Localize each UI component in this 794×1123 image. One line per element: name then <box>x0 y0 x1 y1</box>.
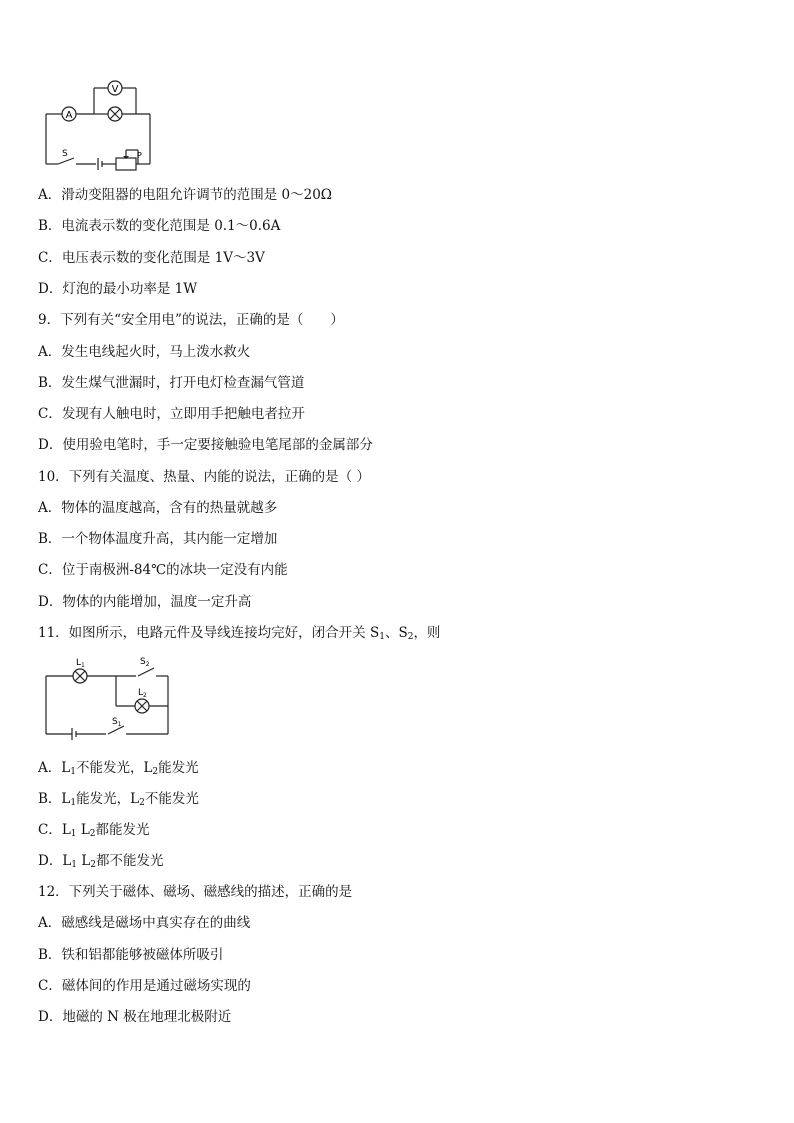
switch-label: S <box>62 149 68 159</box>
q11-stem: 11．如图所示，电路元件及导线连接均完好，闭合开关 $S_1$、$S_2$，则 <box>38 625 441 642</box>
s2-label: $S_2$ <box>140 657 150 668</box>
q10-option-a: A．物体的温度越高，含有的热量就越多 <box>38 500 278 516</box>
q12-option-a: A．磁感线是磁场中真实存在的曲线 <box>38 915 251 931</box>
q12-option-b: B．铁和铝都能够被磁体所吸引 <box>38 947 224 963</box>
q9-option-b: B．发生煤气泄漏时，打开电灯检查漏气管道 <box>38 375 305 391</box>
slider-label: P <box>137 151 142 160</box>
q11-option-d: D．$L_1$ $L_2$都不能发光 <box>38 853 164 870</box>
q9-option-c: C．发现有人触电时，立即用手把触电者拉开 <box>38 406 305 422</box>
circuit-figure-1 <box>40 78 164 172</box>
s1-label: $S_1$ <box>112 717 122 728</box>
q12-stem: 12．下列关于磁体、磁场、磁感线的描述，正确的是 <box>38 884 353 900</box>
q10-option-c: C．位于南极洲-84℃的冰块一定没有内能 <box>38 562 288 578</box>
q12-option-c: C．磁体间的作用是通过磁场实现的 <box>38 978 251 994</box>
ammeter-label: A <box>65 110 73 121</box>
q11-option-c: C．$L_1$ $L_2$都能发光 <box>38 822 150 839</box>
q11-option-a: A．$L_1$不能发光，$L_2$能发光 <box>38 760 199 777</box>
q8-option-d: D．灯泡的最小功率是 1W <box>38 281 198 297</box>
q8-option-b: B．电流表示数的变化范围是 0.1～0.6A <box>38 218 281 234</box>
q10-stem: 10．下列有关温度、热量、内能的说法，正确的是（ ） <box>38 469 370 485</box>
l1-label: $L_1$ <box>76 658 85 669</box>
q12-option-d: D．地磁的 N 极在地理北极附近 <box>38 1009 232 1025</box>
q9-option-d: D．使用验电笔时，手一定要接触验电笔尾部的金属部分 <box>38 437 373 453</box>
q10-option-d: D．物体的内能增加，温度一定升高 <box>38 594 252 610</box>
q10-option-b: B．一个物体温度升高，其内能一定增加 <box>38 531 278 547</box>
q8-option-a: A．滑动变阻器的电阻允许调节的范围是 0～20Ω <box>38 187 333 203</box>
q11-option-b: B．$L_1$能发光，$L_2$不能发光 <box>38 791 199 808</box>
q9-stem: 9．下列有关“安全用电”的说法，正确的是（ ） <box>38 312 344 328</box>
q9-option-a: A．发生电线起火时，马上泼水救火 <box>38 344 251 360</box>
circuit-figure-2 <box>40 654 174 740</box>
q8-option-c: C．电压表示数的变化范围是 1V～3V <box>38 250 265 266</box>
l2-label: $L_2$ <box>138 688 147 699</box>
voltmeter-label: V <box>111 84 119 95</box>
